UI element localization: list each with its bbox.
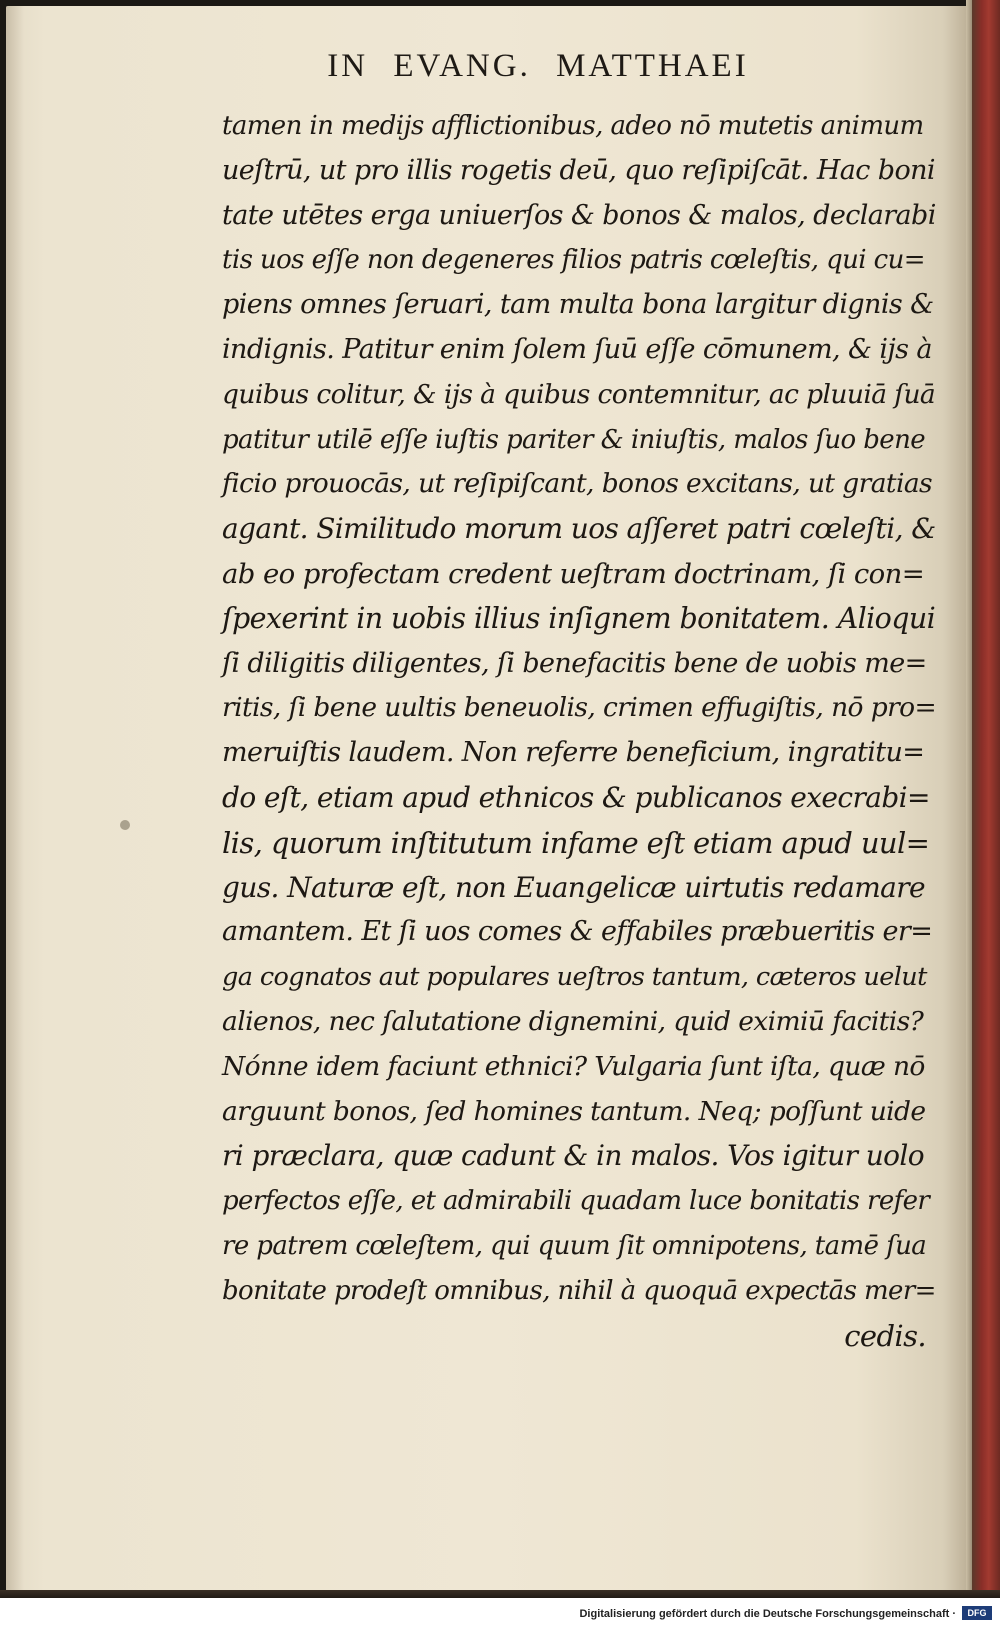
text-line: ficio prouocās, ut reſipiſcant, bonos excitans, ut gratias: [222, 468, 933, 500]
text-line: patitur utilē eſſe iuſtis pariter & iniuſtis, malos ſuo bene: [222, 424, 925, 455]
text-line: ri præclara, quæ cadunt & in malos. Vos igitur uolo: [222, 1139, 924, 1173]
text-line: tate utētes erga uniuerſos & bonos & malos, declarabi: [222, 199, 936, 231]
page-shadow: [6, 6, 24, 1598]
text-line: ritis, ſi bene uultis beneuolis, crimen effugiſtis, nō pro=: [222, 692, 937, 724]
text-line: re patrem cœleſtem, qui quum ſit omnipotens, tamē ſua: [222, 1230, 927, 1261]
text-line: ab eo profectam credent ueſtram doctrinam, ſi con=: [222, 557, 925, 590]
text-line: bonitate prodeſt omnibus, nihil à quoquā expectās mer=: [222, 1275, 936, 1306]
text-line: piens omnes ſeruari, tam multa bona largitur dignis &: [222, 289, 934, 321]
text-line: tamen in medijs afflictionibus, adeo nō mutetis animum: [222, 111, 924, 141]
text-line: indignis. Patitur enim ſolem ſuū eſſe cōmunem, & ijs à: [222, 333, 932, 365]
text-line: alienos, nec ſalutatione dignemini, quid eximiū facitis?: [222, 1005, 924, 1037]
text-line: gus. Naturæ eſt, non Euangelicæ uirtutis redamare: [222, 870, 926, 904]
digitization-credit: Digitalisierung gefördert durch die Deutsche Forschungsgemeinschaft ·: [579, 1608, 956, 1620]
text-line: arguunt bonos, ſed homines tantum. Neq; poſſunt uide: [222, 1095, 926, 1127]
running-title: IN EVANG. MATTHAEI: [327, 48, 749, 84]
book-spine: [972, 0, 1000, 1600]
text-line: lis, quorum inſtitutum infame eſt etiam apud uul=: [222, 825, 930, 860]
text-line: ſi diligitis diligentes, ſi benefacitis bene de uobis me=: [222, 647, 927, 679]
text-line: meruiſtis laudem. Non referre beneficium, ingratitu=: [222, 737, 925, 769]
text-line: perfectos eſſe, et admirabili quadam luce bonitatis refer: [222, 1186, 930, 1217]
body-text: [222, 104, 936, 1358]
text-line: quibus colitur, & ijs à quibus contemnitur, ac pluuiā ſuā: [222, 378, 936, 410]
text-line-final: cedis.: [844, 1318, 926, 1353]
ink-spot: [120, 820, 130, 830]
dfg-logo: DFG: [962, 1606, 992, 1620]
text-line: ueſtrū, ut pro illis rogetis deū, quo reſipiſcāt. Hac boni: [222, 154, 935, 186]
text-line: tis uos eſſe non degeneres filios patris cœleſtis, qui cu=: [222, 245, 925, 276]
text-line: do eſt, etiam apud ethnicos & publicanos execrabi=: [222, 780, 930, 814]
text-line: agant. Similitudo morum uos aſſeret patri cœleſti, &: [222, 512, 936, 546]
text-line: Nónne idem faciunt ethnici? Vulgaria ſunt iſta, quæ nō: [222, 1050, 925, 1082]
text-line: ſpexerint in uobis illius inſignem bonitatem. Alioqui: [222, 601, 936, 635]
text-line: ga cognatos aut populares ueſtros tantum, cæteros uelut: [222, 962, 927, 993]
text-line: amantem. Et ſi uos comes & effabiles præbueritis er=: [222, 916, 933, 948]
